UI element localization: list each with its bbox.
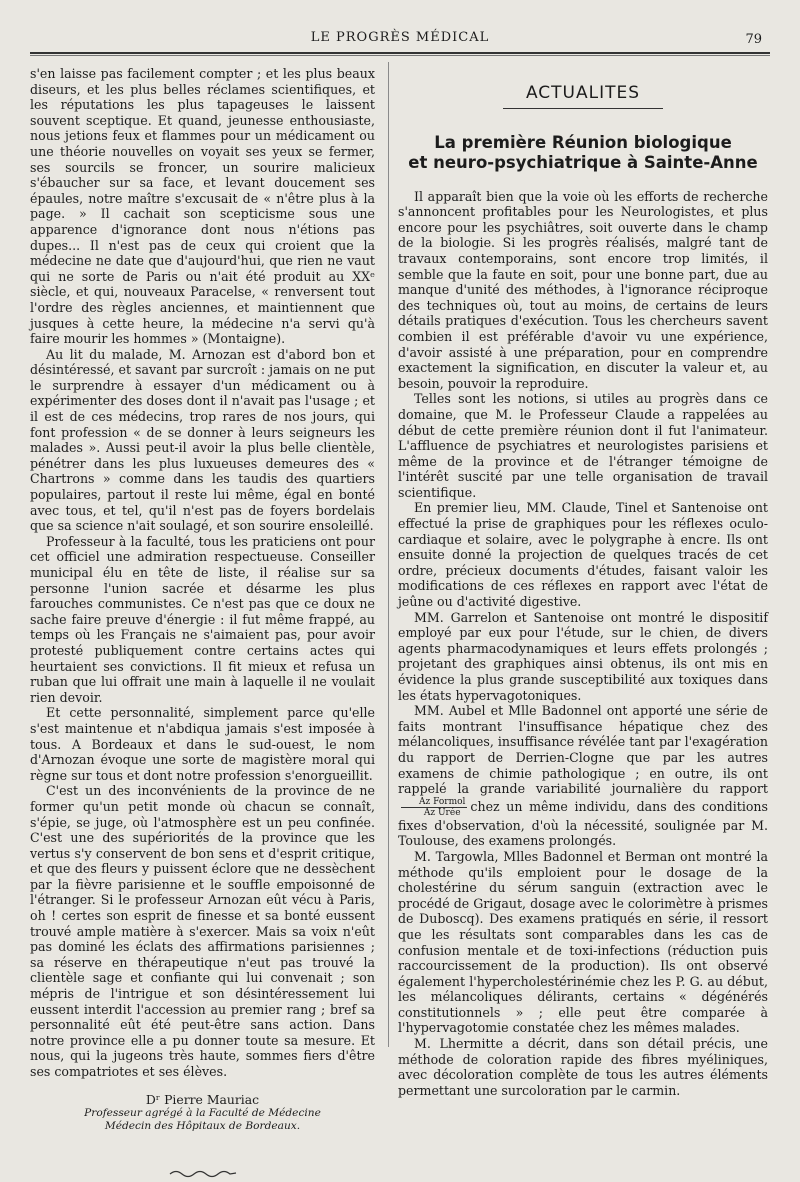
paragraph-with-ratio xyxy=(398,703,768,849)
right-column xyxy=(398,66,768,1098)
paragraph: M. Lhermitte a décrit, dans son détail précis, une méthode de coloration rapide des fibres myéliniques, avec décoloration complète de tous les autres éléments permettant une surcoloration par le carmin. xyxy=(398,1036,768,1098)
section-title: ACTUALITES xyxy=(525,83,641,103)
ratio-numerator: Az Formol xyxy=(401,797,467,808)
page-header xyxy=(30,30,770,50)
left-column xyxy=(30,66,375,1182)
paragraph-text: MM. Aubel et Mlle Badonnel ont apporté une série de faits montrant l'insuffisance hépatique chez des mélancoliques, insuffisance révélée tant par l'exagération du rapport de Derrien-Clogne que par les autres examens de chimie pathologique ; en outre, ils ont rappelé la grande variabilité journalière du rapport xyxy=(398,703,768,797)
section-rule xyxy=(503,108,663,109)
author-affiliation-line: Médecin des Hôpitaux de Bordeaux. xyxy=(104,1119,301,1132)
headline-line: La première Réunion biologique xyxy=(434,132,732,152)
ratio-denominator: Az Urée xyxy=(423,807,461,818)
paragraph: Telles sont les notions, si utiles au progrès dans ce domaine, que M. le Professeur Claude a rappelées au début de cette première réunion dont il fut l'animateur. L'affluence de psychiatres et neurologistes parisiens et même de la province et de l'étranger témoigne de l'intérêt suscité par une telle organisation de travail scientifique. xyxy=(398,391,768,500)
paragraph-text: chez un même individu, dans des conditions fixes d'observation, d'où la nécessité, soulignée par M. Toulouse, des examens prolongés. xyxy=(398,798,768,849)
author-affiliation-line: Professeur agrégé à la Faculté de Médecine xyxy=(84,1107,321,1120)
paragraph: Au lit du malade, M. Arnozan est d'abord bon et désintéressé, et savant par surcroît : jamais on ne put le surprendre à essayer d'un médicament ou à expérimenter des doses dont il n'avait pas l'usage ; et il est de ces médecins, trop rares de nos jours, qui font profession « de se donner à leurs seigneurs les malades ». Aussi peut-il avoir la plus belle clientèle, pénétrer dans les plus luxueuses demeures des « Chartrons » comme dans les taudis des quartiers populaires, partout il reste lui même, égal en bonté avec tous, et tel, qu'il n'est pas de foyers bordelais que sa science n'ait soulagé, et son sourire ensoleillé. xyxy=(30,346,375,534)
running-title: LE PROGRÈS MÉDICAL xyxy=(310,30,490,45)
page-number: 79 xyxy=(745,32,762,47)
paragraph: s'en laisse pas facilement compter ; et les plus beaux diseurs, et les plus belles réclames scientifiques, et les réputations les plus tapageuses le laissent souvent sceptique. Et quand, jeunesse enthousiaste, nous jetions feux et flammes pour un médicament ou une théorie nouvelles on voyait ses yeux se fermer, ses sourcils se froncer, un sourire malicieux s'ébaucher sur sa face, et levant doucement ses épaules, notre maître s'excusait de « n'être plus à la page. » Il cachait son scepticisme sous une apparence d'ignorance dont nous n'étions pas dupes... Il n'est pas de ceux qui croient que la médecine ne date que d'aujourd'hui, que rien ne vaut qui ne sorte de Paris ou n'ait été produit au XXᵉ siècle, et qui, nouveaux Paracelse, « renversent tout l'ordre des règles anciennes, et maintiennent que jusques à cette heure, la médecine n'a servi qu'à faire mourir les hommes » (Montaigne). xyxy=(30,66,375,347)
article-headline xyxy=(398,133,768,173)
author-signature: Dʳ Pierre Mauriac xyxy=(145,1091,260,1107)
paragraph: Il apparaît bien que la voie où les efforts de recherche s'annoncent profitables pour les Neurologistes, et plus encore pour les psychiâtres, soit ouverte dans le champ de la biologie. Si les progrès réalisés, malgré tant de travaux contemporains, sont encore trop limités, il semble que la faute en soit, pour une bonne part, due au manque d'unité des méthodes, à l'ignorance réciproque des techniques où, tout au moins, de certains de leurs détails pratiques d'exécution. Tous les chercheurs savent combien il est préférable d'avoir vu une expérience, d'avoir assisté à une préparation, pour en comprendre exactement la signification, en discuter la valeur et, au besoin, pouvoir la reproduire. xyxy=(398,188,768,391)
paragraph: C'est un des inconvénients de la province de ne former qu'un petit monde où chacun se connaît, s'épie, se juge, où l'atmosphère est un peu confinée. C'est une des supériorités de la province que les vertus s'y conservent de bon sens et d'esprit critique, et que des fleurs y puissent éclore que ne dessèchent par la fièvre parisienne et le souffle empoisonné de l'étranger. Si le professeur Arnozan eût vécu à Paris, oh ! certes son esprit de finesse et sa bonté eussent trouvé ample matière à s'exercer. Mais sa voix n'eût pas dominé les éclats des affirmations parisiennes ; sa réserve en thérapeutique n'eut pas trouvé la clientèle sage et confiante qui lui convenait ; son mépris de l'intrigue et son désintéressement lui eussent interdit l'accession au premier rang ; bref sa personnalité eût été peut-être sans action. Dans notre province elle a pu donner toute sa mesure. Et nous, qui la jugeons très haute, sommes fiers d'être ses compatriotes et ses élèves. xyxy=(30,783,375,1079)
headline-line: et neuro-psychiatrique à Sainte-Anne xyxy=(408,152,758,172)
column-divider xyxy=(388,62,389,1047)
paragraph: MM. Garrelon et Santenoise ont montré le dispositif employé par eux pour l'étude, sur le chien, de divers agents pharmacodynamiques et leurs effets prolongés ; projetant des graphiques ainsi obtenus, ils ont mis en évidence la plus grande susceptibilité aux toxiques dans les états hypervagotoniques. xyxy=(398,609,768,703)
paragraph: Et cette personnalité, simplement parce qu'elle s'est maintenue et n'abdiqua jamais s'est imposée à tous. A Bordeaux et dans le sud-ouest, le nom d'Arnozan évoque une sorte de magistère moral qui règne sur tous et dont notre profession s'enorgueillit. xyxy=(30,705,375,783)
header-rule xyxy=(30,52,770,56)
paragraph: M. Targowla, Mlles Badonnel et Berman ont montré la méthode qu'ils emploient pour le dosage de la cholestérine du sérum sanguin (extraction avec le procédé de Grigaut, dosage avec le colorimètre à prismes de Duboscq). Des examens pratiqués en série, il ressort que les résultats sont comparables dans les cas de confusion mentale et de toxi-infections (réduction puis raccourcissement de la production). Ils ont observé également l'hypercholestérinémie chez les P. G. au début, les mélancoliques délirants, certains « dégénérés constitutionnels » ; elle peut être comparée à l'hypervagotomie constatée chez les mêmes malades. xyxy=(398,848,768,1036)
ratio-fraction xyxy=(401,797,467,818)
paragraph: Professeur à la faculté, tous les praticiens ont pour cet officiel une admiration respectueuse. Conseiller municipal élu en tête de liste, il réalise sur sa personne l'union sacrée et désarme les plus farouches communistes. Ce n'est pas que ce doux ne sache faire preuve d'énergie : il fut même frappé, au temps où les Français ne s'aimaient pas, pour avoir protesté publiquement contre certains actes qui heurtaient ses convictions. Il fit mieux et refusa un ruban que lui offrait une main à laquelle il ne voulait rien devoir. xyxy=(30,533,375,705)
paragraph: En premier lieu, MM. Claude, Tinel et Santenoise ont effectué la prise de graphiques pour les réflexes oculo-cardiaque et solaire, avec le polygraphe à encre. Ils ont ensuite donné la projection de quelques tracés de cet ordre, précieux documents d'études, faisant valoir les modifications de ces réflexes en rapport avec l'état de jeûne ou d'activité digestive. xyxy=(398,500,768,610)
end-flourish-ornament xyxy=(30,1166,375,1182)
